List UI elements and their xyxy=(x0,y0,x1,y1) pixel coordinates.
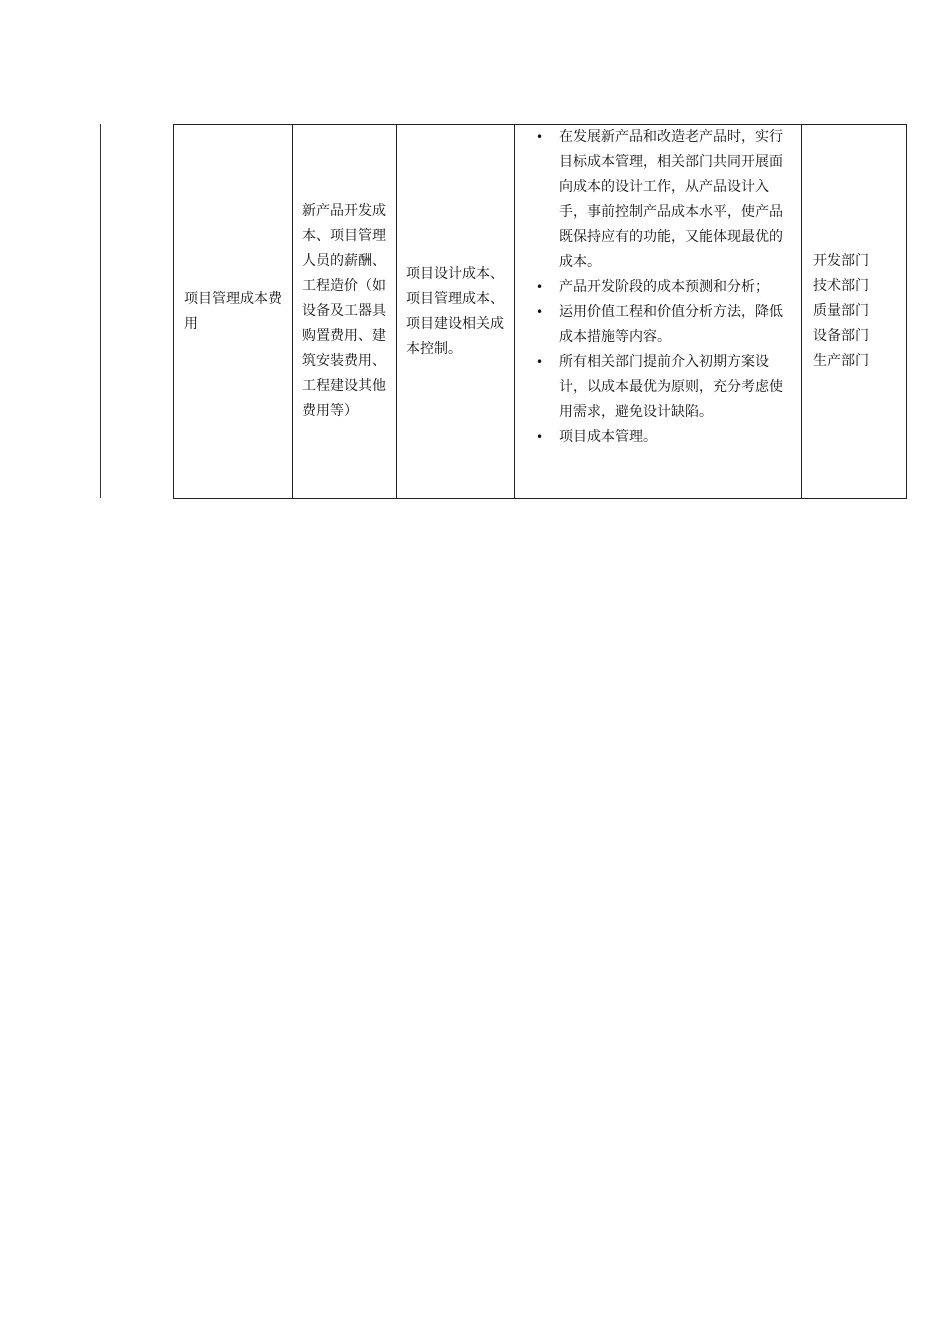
list-item xyxy=(515,425,801,450)
measure-text: 所有相关部门提前介入初期方案设计，以成本最优为原则，充分考虑使用需求，避免设计缺陷。 xyxy=(559,354,783,420)
cost-item-text: 项目管理成本费用 xyxy=(184,290,282,332)
measure-text: 项目成本管理。 xyxy=(559,429,657,445)
bullet-icon: • xyxy=(536,430,544,444)
bullet-icon: • xyxy=(536,305,544,319)
left-margin-rule xyxy=(100,124,101,498)
list-item xyxy=(515,125,801,275)
department-label: 技术部门 xyxy=(813,278,869,294)
list-item xyxy=(515,300,801,350)
cost-scope-cell xyxy=(293,125,397,499)
measures-list xyxy=(515,125,801,450)
department-label: 质量部门 xyxy=(813,303,869,319)
cost-control-table xyxy=(173,124,907,499)
measure-text: 产品开发阶段的成本预测和分析； xyxy=(559,279,769,295)
list-item xyxy=(515,350,801,425)
department-label: 设备部门 xyxy=(813,328,869,344)
control-content-text: 项目设计成本、项目管理成本、项目建设相关成本控制。 xyxy=(406,265,504,357)
department-label: 生产部门 xyxy=(813,353,869,369)
measure-text: 在发展新产品和改造老产品时，实行目标成本管理，相关部门共同开展面向成本的设计工作，从产品设计入手，事前控制产品成本水平，使产品既保持应有的功能，又能体现最优的成本。 xyxy=(559,129,783,270)
control-content-cell xyxy=(397,125,515,499)
bullet-icon: • xyxy=(536,355,544,369)
cost-item-cell xyxy=(174,125,293,499)
bullet-icon: • xyxy=(536,130,544,144)
measure-text: 运用价值工程和价值分析方法，降低成本措施等内容。 xyxy=(559,304,783,345)
departments-cell xyxy=(802,125,907,499)
department-label: 开发部门 xyxy=(813,253,869,269)
list-item xyxy=(515,275,801,300)
measures-cell xyxy=(515,125,802,499)
cost-scope-text: 新产品开发成本、项目管理人员的薪酬、工程造价（如设备及工器具购置费用、建筑安装费用、工程建设其他费用等） xyxy=(302,203,386,419)
table-row xyxy=(174,125,907,499)
bullet-icon: • xyxy=(536,280,544,294)
